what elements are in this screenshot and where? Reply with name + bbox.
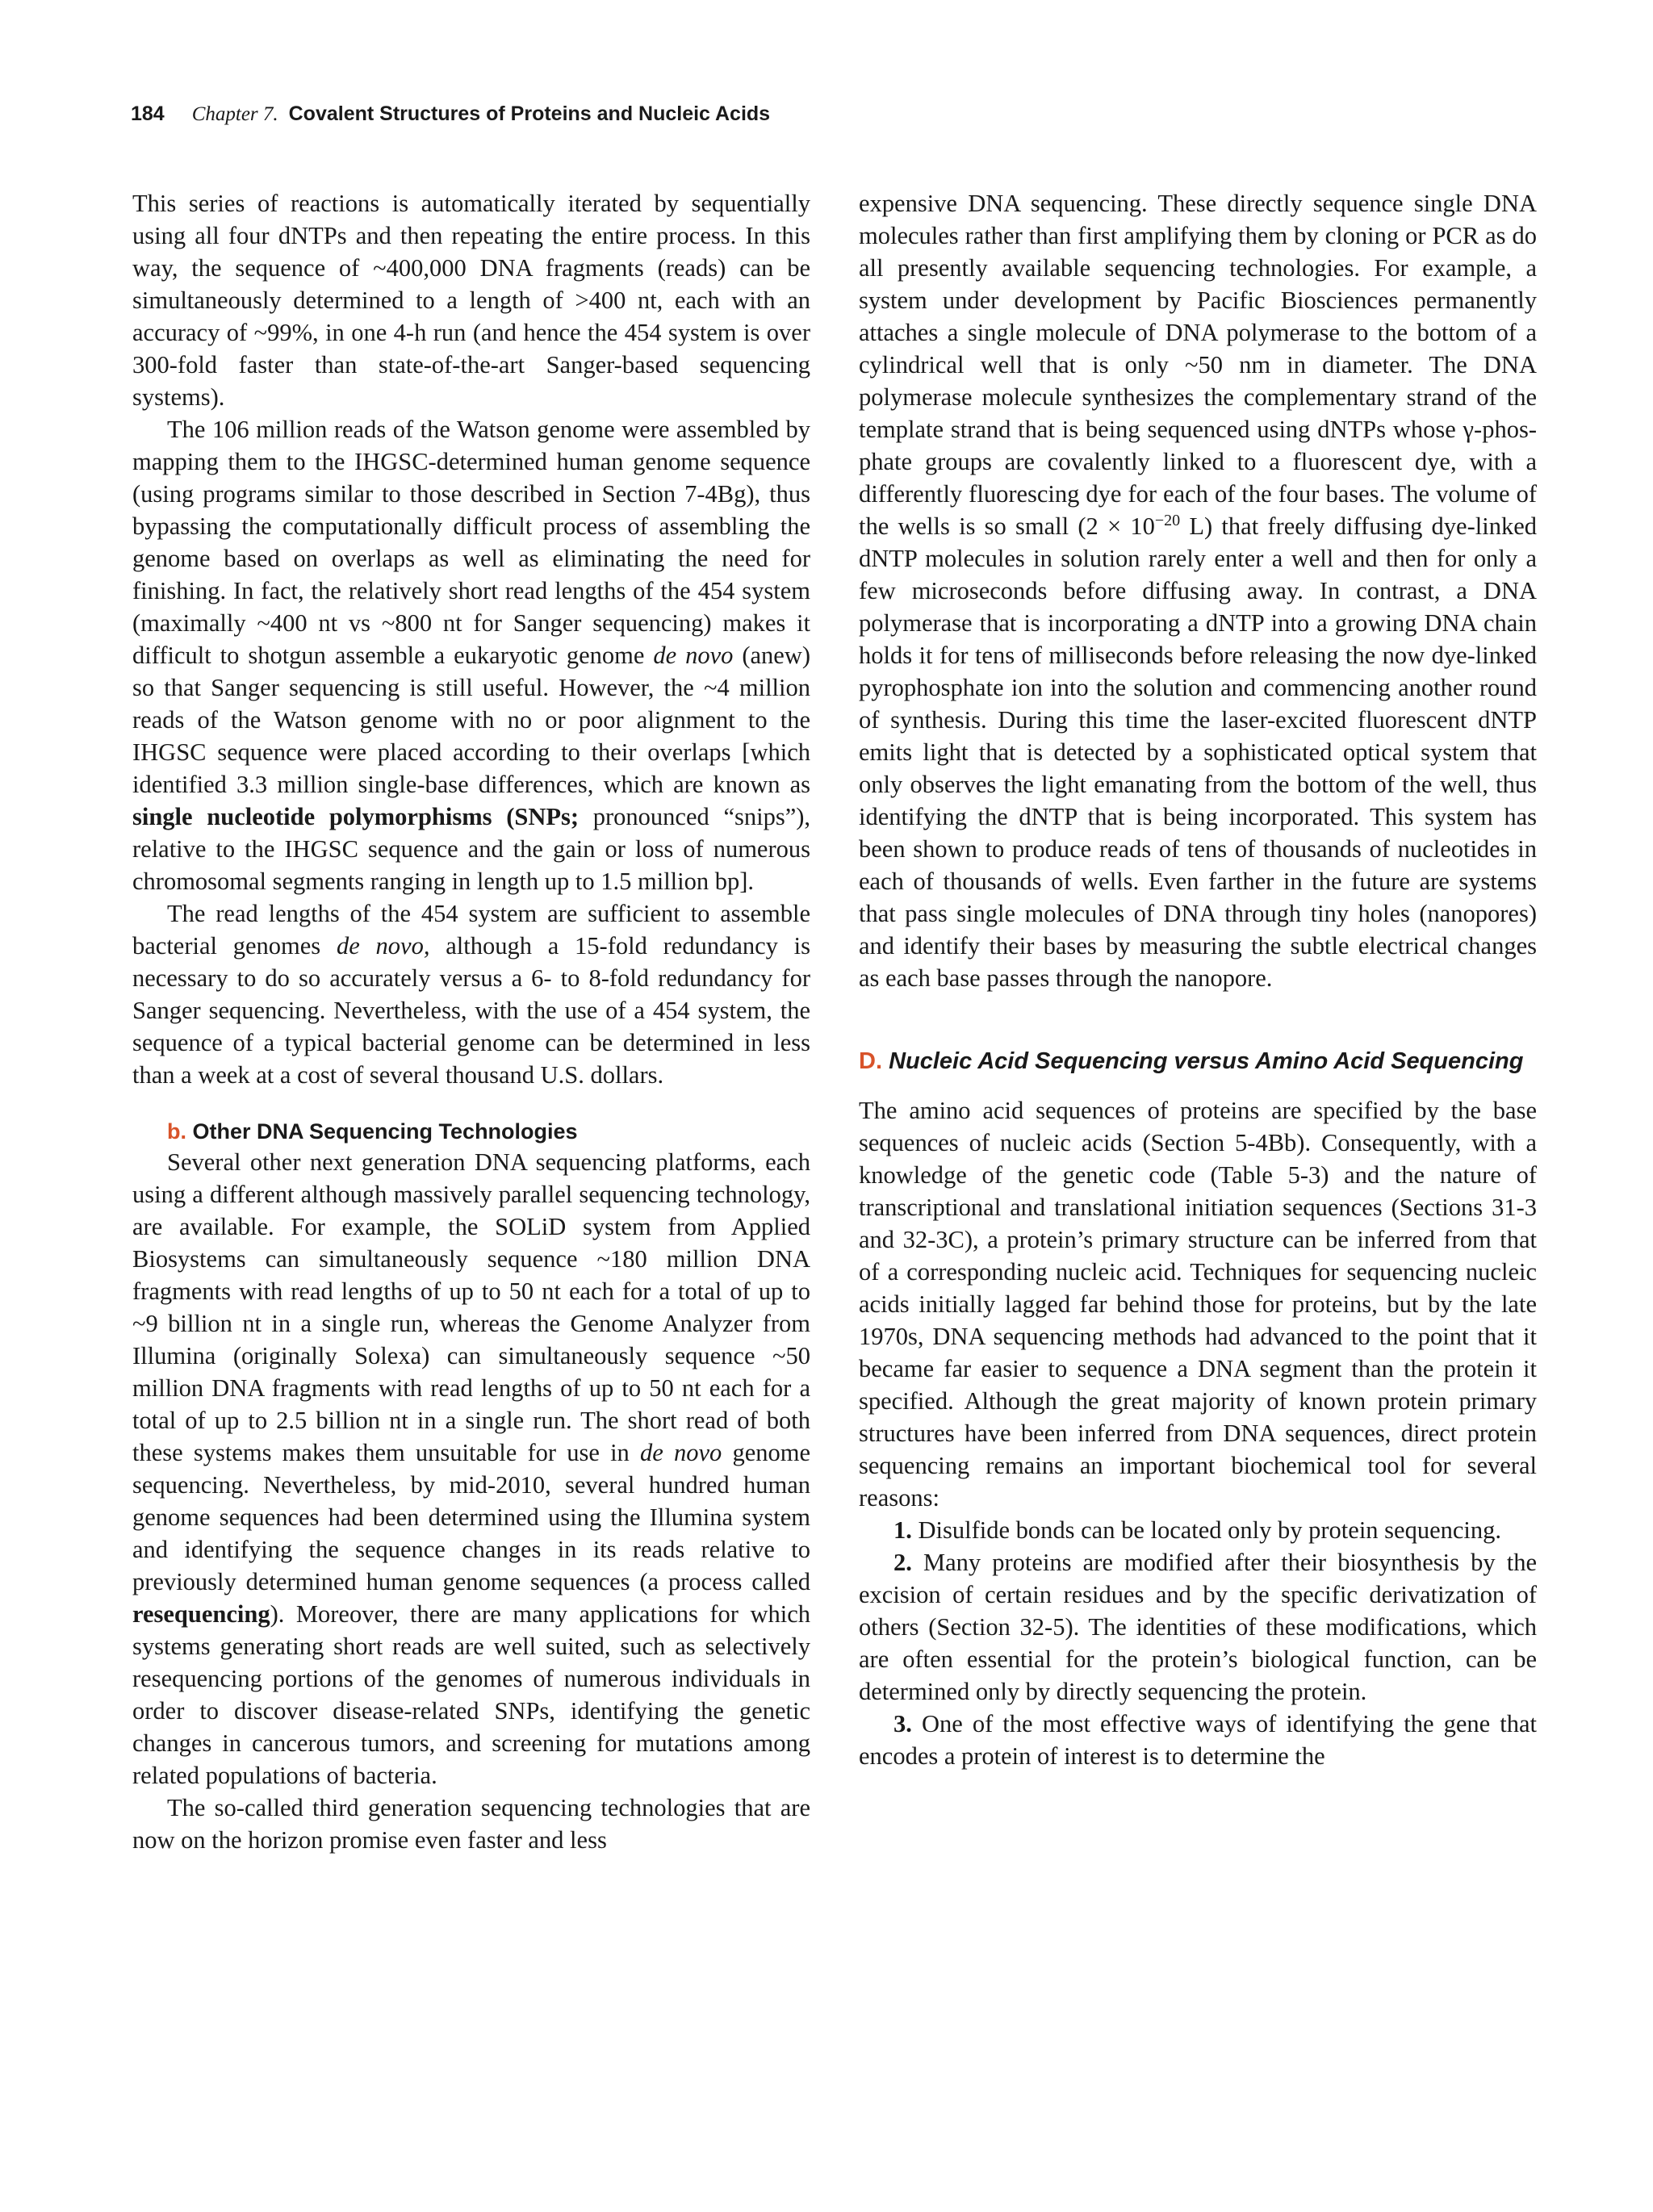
text-run: expensive DNA sequencing. These directly sequence single DNA molecules rather than first amplifying them by cloning or PCR as do all presently available sequencing technologies. For example, a system under development by Pacific Biosciences permanently attaches a single molecule of DNA polymerase to the bottom of a cylindrical well that is only ~50 nm in diameter. The DNA polymerase molecule synthesizes the complementary strand of the template strand that is being sequenced using dNTPs whose γ-phosphate groups are covalently linked to a fluorescent dye, with a differently fluorescing dye for each of the four bases. The volume of the wells is so small (2 × 10 [859, 190, 1537, 540]
paragraph-454-iteration: This series of reactions is automatically iterated by sequentially using all four dNTPs and then repeating the entire process. In this way, the sequence of ~400,000 DNA fragments (reads) can be simultaneously determined to a length of >400 nt, each with an accuracy of ~99%, in one 4-h run (and hence the 454 system is over 300-fold faster than state-of-the-art Sanger-based sequencing systems). [132, 190, 810, 411]
right-column [859, 187, 1537, 1772]
subsection-title: Other DNA Sequencing Technologies [192, 1119, 578, 1144]
paragraph-third-generation: The so-called third generation sequencing technologies that are now on the horizon promise even faster and less [132, 1794, 810, 1854]
paragraph-watson-genome [132, 413, 810, 897]
text-run: The read lengths of the 454 system are sufficient to assemble bacterial genomes [132, 900, 810, 960]
section-letter: D. [859, 1048, 882, 1074]
left-column [132, 187, 810, 1856]
list-item [859, 1546, 1537, 1708]
chapter-label: Chapter 7. [191, 103, 278, 125]
text-run: ). Moreover, there are many applications for which systems generating short reads are well suited, such as selectively resequencing portions of the genomes of numerous individuals in order to discover disease-related SNPs, identifying the genetic changes in cancerous tumors, and screening for mutations among related populations of bacteria. [132, 1600, 810, 1789]
text-run: (anew) so that Sanger sequencing is still useful. However, the ~4 million reads of the Watson genome with no or poor alignment to the IHGSC sequence were placed according to their overlaps [which identified 3.3 million single-base differences, which are known as [132, 642, 811, 798]
list-text: Many proteins are modified after their biosynthesis by the excision of certain residues and by the specific derivatization of others (Section 32-5). The identities of these modifications, which are often essential for the protein’s biological function, can be determined only by directly sequencing the protein. [859, 1549, 1538, 1705]
list-text: Disulfide bonds can be located only by protein sequencing. [918, 1516, 1501, 1544]
paragraph-bacterial-genomes [132, 897, 810, 1091]
list-item [859, 1514, 1537, 1546]
italic-term: de novo [653, 642, 734, 669]
superscript-exponent: −20 [1154, 511, 1181, 529]
paragraph-amino-acid-sequences: The amino acid sequences of proteins are specified by the base sequences of nucleic acids (Section 5-4Bb). Consequently, with a knowledge of the genetic code (Table 5-3) and the nature of transcriptional and translational initiation sequences (Sections 31-3 and 32-3C), a protein’s primary structure can be inferred from that of a corresponding nucleic acid. Techniques for sequencing nucleic acids initially lagged far behind those for proteins, but by the late 1970s, DNA sequencing methods had advanced to the point that it became far easier to sequence a DNA segment than the protein it specified. Although the great majority of known protein primary structures have been inferred from DNA sequences, direct protein sequencing remains an important biochemical tool for several reasons: [859, 1097, 1537, 1512]
bold-term-resequencing: resequencing [132, 1600, 270, 1628]
list-number: 1. [893, 1516, 912, 1544]
list-number: 3. [893, 1710, 912, 1737]
text-run: The 106 million reads of the Watson genome were assembled by mapping them to the IHGSC-determined human genome sequence (using programs similar to those described in Section 7-4Bg), thus bypassing the computationally difficult process of assembling the genome based on overlaps as well as eliminating the need for finishing. In fact, the relatively short read lengths of the 454 system (maximally ~400 nt vs ~800 nt for Sanger sequencing) makes it difficult to shotgun assemble a eukaryotic genome [132, 416, 810, 669]
italic-term: de novo [639, 1439, 722, 1466]
list-text: One of the most effective ways of identifying the gene that encodes a protein of interest is to determine the [859, 1710, 1538, 1770]
subsection-heading [167, 1117, 810, 1146]
page-number: 184 [131, 102, 165, 125]
subsection-letter: b. [167, 1119, 186, 1144]
section-heading [859, 1046, 1537, 1077]
bold-term-snp: single nucleotide polymorphisms (SNPs; [132, 803, 580, 830]
text-run: pronounced “snips”), relative to the IHGSC sequence and the gain or loss of numerous chromosomal segments ranging in length up to 1.5 million bp]. [132, 803, 811, 895]
text-run: L) that freely diffusing dye-linked dNTP molecules in solution rarely enter a well and then for only a few microseconds before diffusing away. In contrast, a DNA polymerase that is incorporating a dNTP into a growing DNA chain holds it for tens of milliseconds before releasing the now dye-linked pyrophosphate ion into the solution and commencing another round of synthesis. During this time the laser-excited fluorescent dNTP emits light that is detected by a sophisticated optical system that only observes the light emanating from the bottom of the well, thus identifying the dNTP that is being incorporated. This system has been shown to produce reads of tens of thousands of nucleotides in each of thousands of wells. Even farther in the future are systems that pass single molecules of DNA through tiny holes (nanopores) and identify their bases by measuring the subtle electrical changes as each base passes through the nanopore. [859, 512, 1537, 992]
running-head [131, 102, 770, 126]
text-run: Several other next generation DNA sequencing platforms, each using a different although massively parallel sequencing technology, are available. For example, the SOLiD system from Applied Biosystems can simultaneously sequence ~180 million DNA fragments with read lengths of up to 50 nt each for a total of up to ~9 billion nt in a single run, whereas the Genome Analyzer from Illumina (originally Solexa) can simultaneously sequence ~50 million DNA fragments with read lengths of up to 50 nt each for a total of up to 2.5 billion nt in a single run. The short read of both these systems makes them unsuitable for use in [132, 1148, 810, 1466]
paragraph-single-molecule [859, 187, 1537, 994]
paragraph-other-technologies [132, 1146, 810, 1792]
text-run: although a 15-fold redundancy is necessary to do so accurately versus a 6- to 8-fold redundancy for Sanger sequencing. Nevertheless, with the use of a 454 system, the sequence of a typical bacterial genome can be determined in less than a week at a cost of several thousand U.S. dollars. [132, 932, 811, 1089]
section-title: Nucleic Acid Sequencing versus Amino Acid Sequencing [889, 1048, 1524, 1074]
list-item [859, 1708, 1537, 1772]
text-run: genome sequencing. Nevertheless, by mid-2010, several hundred human genome sequences had been determined using the Illumina system and identifying the sequence changes in its reads relative to previously determined human genome sequences (a process called [132, 1439, 810, 1595]
italic-term: de novo, [336, 932, 430, 960]
list-number: 2. [893, 1549, 912, 1576]
chapter-title: Covalent Structures of Proteins and Nucleic Acids [288, 102, 771, 125]
